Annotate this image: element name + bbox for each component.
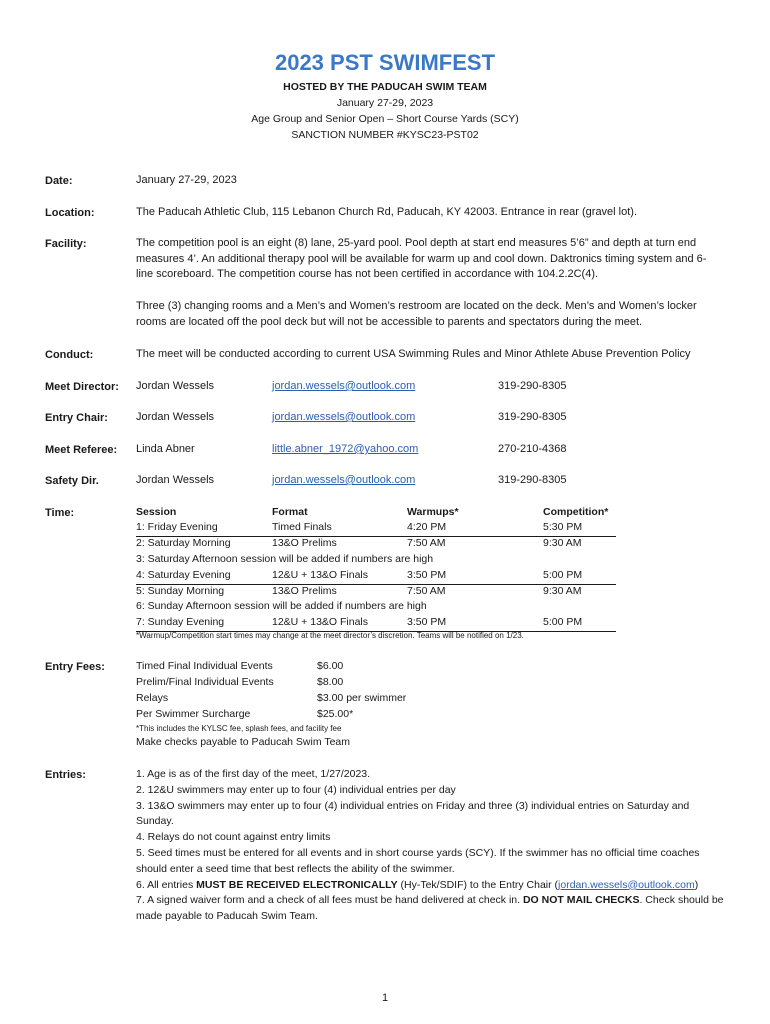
session-cell: 7: Sunday Evening: [136, 616, 225, 628]
course-line: Age Group and Senior Open – Short Course Yards (SCY): [251, 113, 519, 125]
list-item-text: ): [694, 878, 699, 891]
contact-phone: 319-290-8305: [498, 380, 567, 392]
list-item: [136, 893, 726, 925]
contact-label: Meet Director:: [45, 381, 119, 393]
schedule-header: Warmups*: [407, 506, 459, 518]
schedule-header: Session: [136, 506, 177, 518]
host-line: HOSTED BY THE PADUCAH SWIM TEAM: [283, 81, 487, 93]
contact-name: Jordan Wessels: [136, 474, 215, 486]
warmup-cell: 4:20 PM: [407, 521, 447, 533]
date-value: January 27-29, 2023: [136, 174, 237, 186]
competition-cell: 5:00 PM: [543, 616, 583, 628]
fee-row: [136, 660, 436, 676]
table-row: [136, 521, 616, 537]
session-cell: 2: Saturday Morning: [136, 537, 231, 549]
contact-email-link[interactable]: little.abner_1972@yahoo.com: [272, 443, 419, 455]
location-value: The Paducah Athletic Club, 115 Lebanon Church Rd, Paducah, KY 42003. Entrance in rear (gravel lot).: [136, 206, 638, 218]
list-item-text: 6. All entries: [136, 878, 197, 891]
list-item-text: . Check should be made payable to Paducah Swim Team.: [136, 894, 724, 923]
fee-row: [136, 676, 436, 692]
fee-amount: $25.00*: [317, 708, 354, 720]
fee-item: Relays: [136, 692, 169, 704]
competition-cell: 5:00 PM: [543, 569, 583, 581]
list-item: 4. Relays do not count against entry limits: [136, 831, 331, 844]
table-row: [136, 616, 616, 632]
emphasis-text: MUST BE RECEIVED ELECTRONICALLY: [196, 878, 398, 891]
list-item: 2. 12&U swimmers may enter up to four (4) individual entries per day: [136, 783, 456, 796]
contact-label: Safety Dir.: [45, 475, 99, 487]
schedule-header: Format: [272, 506, 308, 518]
contact-email-link[interactable]: jordan.wessels@outlook.com: [272, 474, 416, 486]
table-row: [136, 600, 616, 616]
list-item: 5. Seed times must be entered for all events and in short course yards (SCY). If the swimmer has no official time coaches should enter a seed time that best reflects the ability of the swimmer.: [136, 846, 700, 875]
time-label: Time:: [45, 507, 75, 519]
format-cell: 12&U + 13&O Finals: [272, 616, 369, 628]
warmup-cell: 7:50 AM: [407, 585, 446, 597]
conduct-label: Conduct:: [45, 349, 94, 361]
contact-phone: 319-290-8305: [498, 474, 567, 486]
facility-paragraph-2: Three (3) changing rooms and a Men’s and Women’s restroom are located on the deck. Men’s and Women’s locker rooms are located off the pool deck but will not be accessible to parents and spectators during the meet.: [136, 300, 697, 328]
date-label: Date:: [45, 175, 73, 187]
contact-phone: 319-290-8305: [498, 411, 567, 423]
facility-label: Facility:: [45, 238, 87, 250]
table-row: [136, 569, 616, 585]
warmup-cell: 3:50 PM: [407, 569, 447, 581]
fee-row: [136, 692, 436, 708]
fee-item: Timed Final Individual Events: [136, 660, 273, 672]
format-cell: 13&O Prelims: [272, 585, 337, 597]
session-cell: 5: Sunday Morning: [136, 585, 225, 597]
fee-row: [136, 708, 436, 724]
contact-email-link[interactable]: jordan.wessels@outlook.com: [272, 411, 416, 423]
contact-name: Jordan Wessels: [136, 380, 215, 392]
table-row: [136, 553, 616, 569]
conduct-value: The meet will be conducted according to current USA Swimming Rules and Minor Athlete Abuse Prevention Policy: [136, 348, 691, 360]
fee-item: Per Swimmer Surcharge: [136, 708, 251, 720]
schedule-header-row: [136, 506, 616, 522]
schedule-note: *Warmup/Competition start times may change at the meet director’s discretion. Teams will be notified on 1/23.: [136, 631, 524, 640]
session-cell: 4: Saturday Evening: [136, 569, 231, 581]
competition-cell: 9:30 AM: [543, 537, 582, 549]
fee-amount: $8.00: [317, 676, 344, 688]
dates-line: January 27-29, 2023: [336, 97, 434, 109]
checks-payable-line: [136, 736, 436, 752]
entries-label: Entries:: [45, 769, 86, 781]
emphasis-text: DO NOT MAIL CHECKS: [522, 894, 640, 907]
contact-phone: 270-210-4368: [498, 443, 567, 455]
session-cell: 1: Friday Evening: [136, 521, 218, 533]
competition-cell: 5:30 PM: [543, 521, 583, 533]
list-item: 3. 13&O swimmers may enter up to four (4) individual entries on Friday and three (3) individual entries on Saturday and Sunday.: [136, 799, 690, 828]
list-item: [136, 878, 726, 894]
contact-name: Linda Abner: [136, 443, 195, 455]
format-cell: 12&U + 13&O Finals: [272, 569, 369, 581]
session-cell: 3: Saturday Afternoon session will be added if numbers are high: [136, 553, 434, 565]
contact-name: Jordan Wessels: [136, 411, 215, 423]
contact-label: Meet Referee:: [45, 444, 118, 456]
contact-label: Entry Chair:: [45, 412, 108, 424]
entry-chair-email-link[interactable]: jordan.wessels@outlook.com: [558, 878, 695, 891]
table-row: [136, 585, 616, 601]
page-title: 2023 PST SWIMFEST: [274, 50, 496, 75]
list-item-text: 7. A signed waiver form and a check of all fees must be hand delivered at check in.: [136, 894, 523, 907]
contact-email-link[interactable]: jordan.wessels@outlook.com: [272, 380, 416, 392]
fee-amount: $6.00: [317, 660, 344, 672]
competition-cell: 9:30 AM: [543, 585, 582, 597]
list-item-text: (Hy-Tek/SDIF) to the Entry Chair (: [397, 878, 559, 891]
location-label: Location:: [45, 207, 95, 219]
entries-list: [136, 767, 726, 925]
fee-item: Prelim/Final Individual Events: [136, 676, 274, 688]
page-number: 1: [381, 992, 389, 1004]
warmup-cell: 3:50 PM: [407, 616, 447, 628]
checks-text: Make checks payable to Paducah Swim Team: [136, 736, 350, 748]
table-row: [136, 537, 616, 553]
format-cell: Timed Finals: [272, 521, 332, 533]
sanction-line: SANCTION NUMBER #KYSC23-PST02: [291, 129, 479, 141]
warmup-cell: 7:50 AM: [407, 537, 446, 549]
fee-amount: $3.00 per swimmer: [317, 692, 407, 704]
facility-paragraph-1: The competition pool is an eight (8) lane, 25-yard pool. Pool depth at start end measures 5’6” and depth at turn end measures 4’. An additional therapy pool will be available for warm up and cool down. Daktronics timing system and 6-line scoreboard. The competition course has not been certified in accordance with 104.2.2C(4).: [136, 237, 707, 280]
list-item: 1. Age is as of the first day of the meet, 1/27/2023.: [136, 768, 371, 780]
format-cell: 13&O Prelims: [272, 537, 337, 549]
session-cell: 6: Sunday Afternoon session will be added if numbers are high: [136, 600, 427, 612]
fees-label: Entry Fees:: [45, 661, 105, 673]
schedule-header: Competition*: [543, 506, 609, 518]
fees-note: *This includes the KYLSC fee, splash fees, and facility fee: [136, 724, 342, 733]
